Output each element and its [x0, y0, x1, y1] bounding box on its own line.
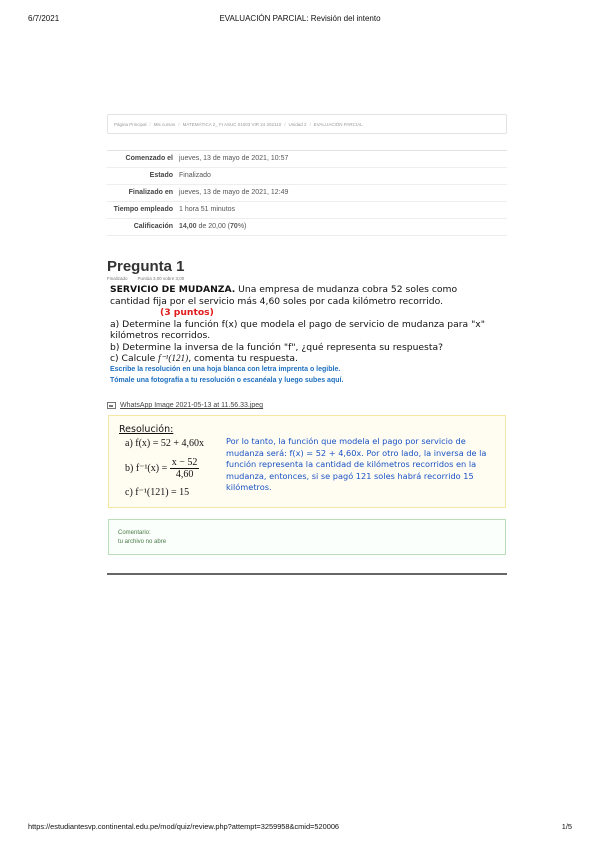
resolution-line-b: [125, 457, 199, 480]
image-file-icon: [107, 402, 116, 409]
statement-lead-text: Una empresa de mudanza cobra 52 soles como cantidad fija por el servicio más 4,60 soles por cada kilómetro recorrido.: [110, 284, 458, 307]
comment-box: [108, 519, 506, 555]
summary-row-grade: [107, 219, 507, 236]
question-state: Finalizado: [107, 276, 128, 281]
print-url: https://estudiantesvp.continental.edu.pe/mod/quiz/review.php?attempt=3259958&cmid=520006: [28, 822, 340, 831]
item-c-prefix: c) Calcule: [110, 353, 156, 364]
breadcrumb-home[interactable]: Página Principal: [114, 121, 147, 127]
summary-value: jueves, 13 de mayo de 2021, 10:57: [179, 155, 289, 162]
item-c-math: f⁻¹(121): [158, 353, 189, 363]
attached-resolution-image: [108, 415, 506, 508]
question-title: Pregunta 1: [107, 258, 185, 275]
breadcrumb-my-courses[interactable]: Mis cursos: [153, 121, 176, 127]
attachment-filename[interactable]: WhatsApp Image 2021-05-13 at 11.56.33.jpeg: [120, 402, 264, 409]
grade-score: 14,00: [179, 223, 197, 230]
question-info: [107, 276, 184, 281]
print-date: 6/7/2021: [28, 14, 60, 23]
print-title: EVALUACIÓN PARCIAL: Revisión del intento: [219, 14, 381, 23]
summary-row-time: [107, 202, 507, 219]
breadcrumb-current[interactable]: EVALUACIÓN PARCIAL: [313, 121, 363, 127]
resolution-heading: Resolución:: [119, 424, 174, 435]
summary-label: Tiempo empleado: [113, 206, 173, 213]
summary-label: Calificación: [133, 223, 173, 230]
instruction-line: Tómale una fotografía a tu resolución o escanéala y luego subes aquí.: [110, 377, 344, 384]
section-divider: [107, 573, 507, 575]
summary-label: Finalizado en: [128, 189, 173, 196]
instruction-line: Escribe la resolución en una hoja blanca con letra imprenta o legible.: [110, 366, 341, 373]
breadcrumb: [107, 114, 507, 134]
summary-value: Finalizado: [179, 172, 211, 179]
statement-item-b: b) Determine la inversa de la función "f", ¿qué representa su respuesta?: [110, 341, 443, 353]
grade-middle: de 20,00 (: [198, 223, 231, 230]
comment-label: Comentario:: [118, 530, 151, 536]
question-statement: [110, 284, 490, 365]
statement-lead-bold: SERVICIO DE MUDANZA.: [110, 284, 236, 295]
print-footer: [28, 822, 572, 834]
breadcrumb-separator: /: [309, 121, 311, 127]
question-score: Puntúa 3,00 sobre 3,00: [137, 276, 185, 281]
statement-item-c: [110, 353, 490, 365]
fraction-denominator: 4,60: [175, 469, 194, 480]
summary-value: [177, 219, 507, 236]
summary-value: 1 hora 51 minutos: [179, 206, 236, 213]
points-badge: (3 puntos): [160, 307, 214, 318]
summary-label: Comenzado el: [125, 155, 173, 162]
resolution-line-c: c) f⁻¹(121) = 15: [125, 487, 190, 498]
statement-intro: [110, 284, 490, 319]
upload-instructions: [110, 364, 490, 386]
comment-text: tu archivo no abre: [118, 538, 167, 545]
statement-item-a: a) Determine la función f(x) que modela el pago de servicio de mudanza para "x" kilómetros recorridos.: [110, 318, 485, 341]
fraction: [170, 457, 200, 480]
print-page-number: 1/5: [561, 822, 572, 831]
attempt-summary-table: [107, 150, 507, 236]
print-header: [28, 14, 572, 26]
grade-percent: 70: [230, 223, 238, 230]
attachment-link[interactable]: [107, 402, 263, 409]
summary-row-state: [107, 168, 507, 185]
summary-row-started: [107, 151, 507, 168]
resolution-explanation: Por lo tanto, la función que modela el pago por servicio de mudanza será: f(x) = 52 + 4,60x. Por otro lado, la inversa de la función representa la cantidad de kilómetros recorridos en la mudanza, entonces, si se pagó 121 soles habrá recorrido 15 kilómetros.: [226, 436, 487, 492]
breadcrumb-unit[interactable]: Unidad 2: [288, 121, 307, 127]
summary-row-finished: [107, 185, 507, 202]
breadcrumb-separator: /: [178, 121, 180, 127]
line-b-prefix: b) f⁻¹(x) =: [125, 462, 168, 474]
summary-label: Estado: [149, 172, 173, 179]
breadcrumb-separator: /: [284, 121, 286, 127]
breadcrumb-separator: /: [149, 121, 151, 127]
grade-end: %): [237, 223, 247, 230]
breadcrumb-course[interactable]: MATEMÁTICA 2_ FI ASUC 01003 VIR 24 202110: [182, 121, 282, 127]
fraction-numerator: x − 52: [171, 457, 198, 468]
summary-value: jueves, 13 de mayo de 2021, 12:49: [179, 189, 289, 196]
resolution-line-a: a) f(x) = 52 + 4,60x: [125, 438, 205, 449]
item-c-suffix: , comenta tu respuesta.: [188, 353, 298, 364]
